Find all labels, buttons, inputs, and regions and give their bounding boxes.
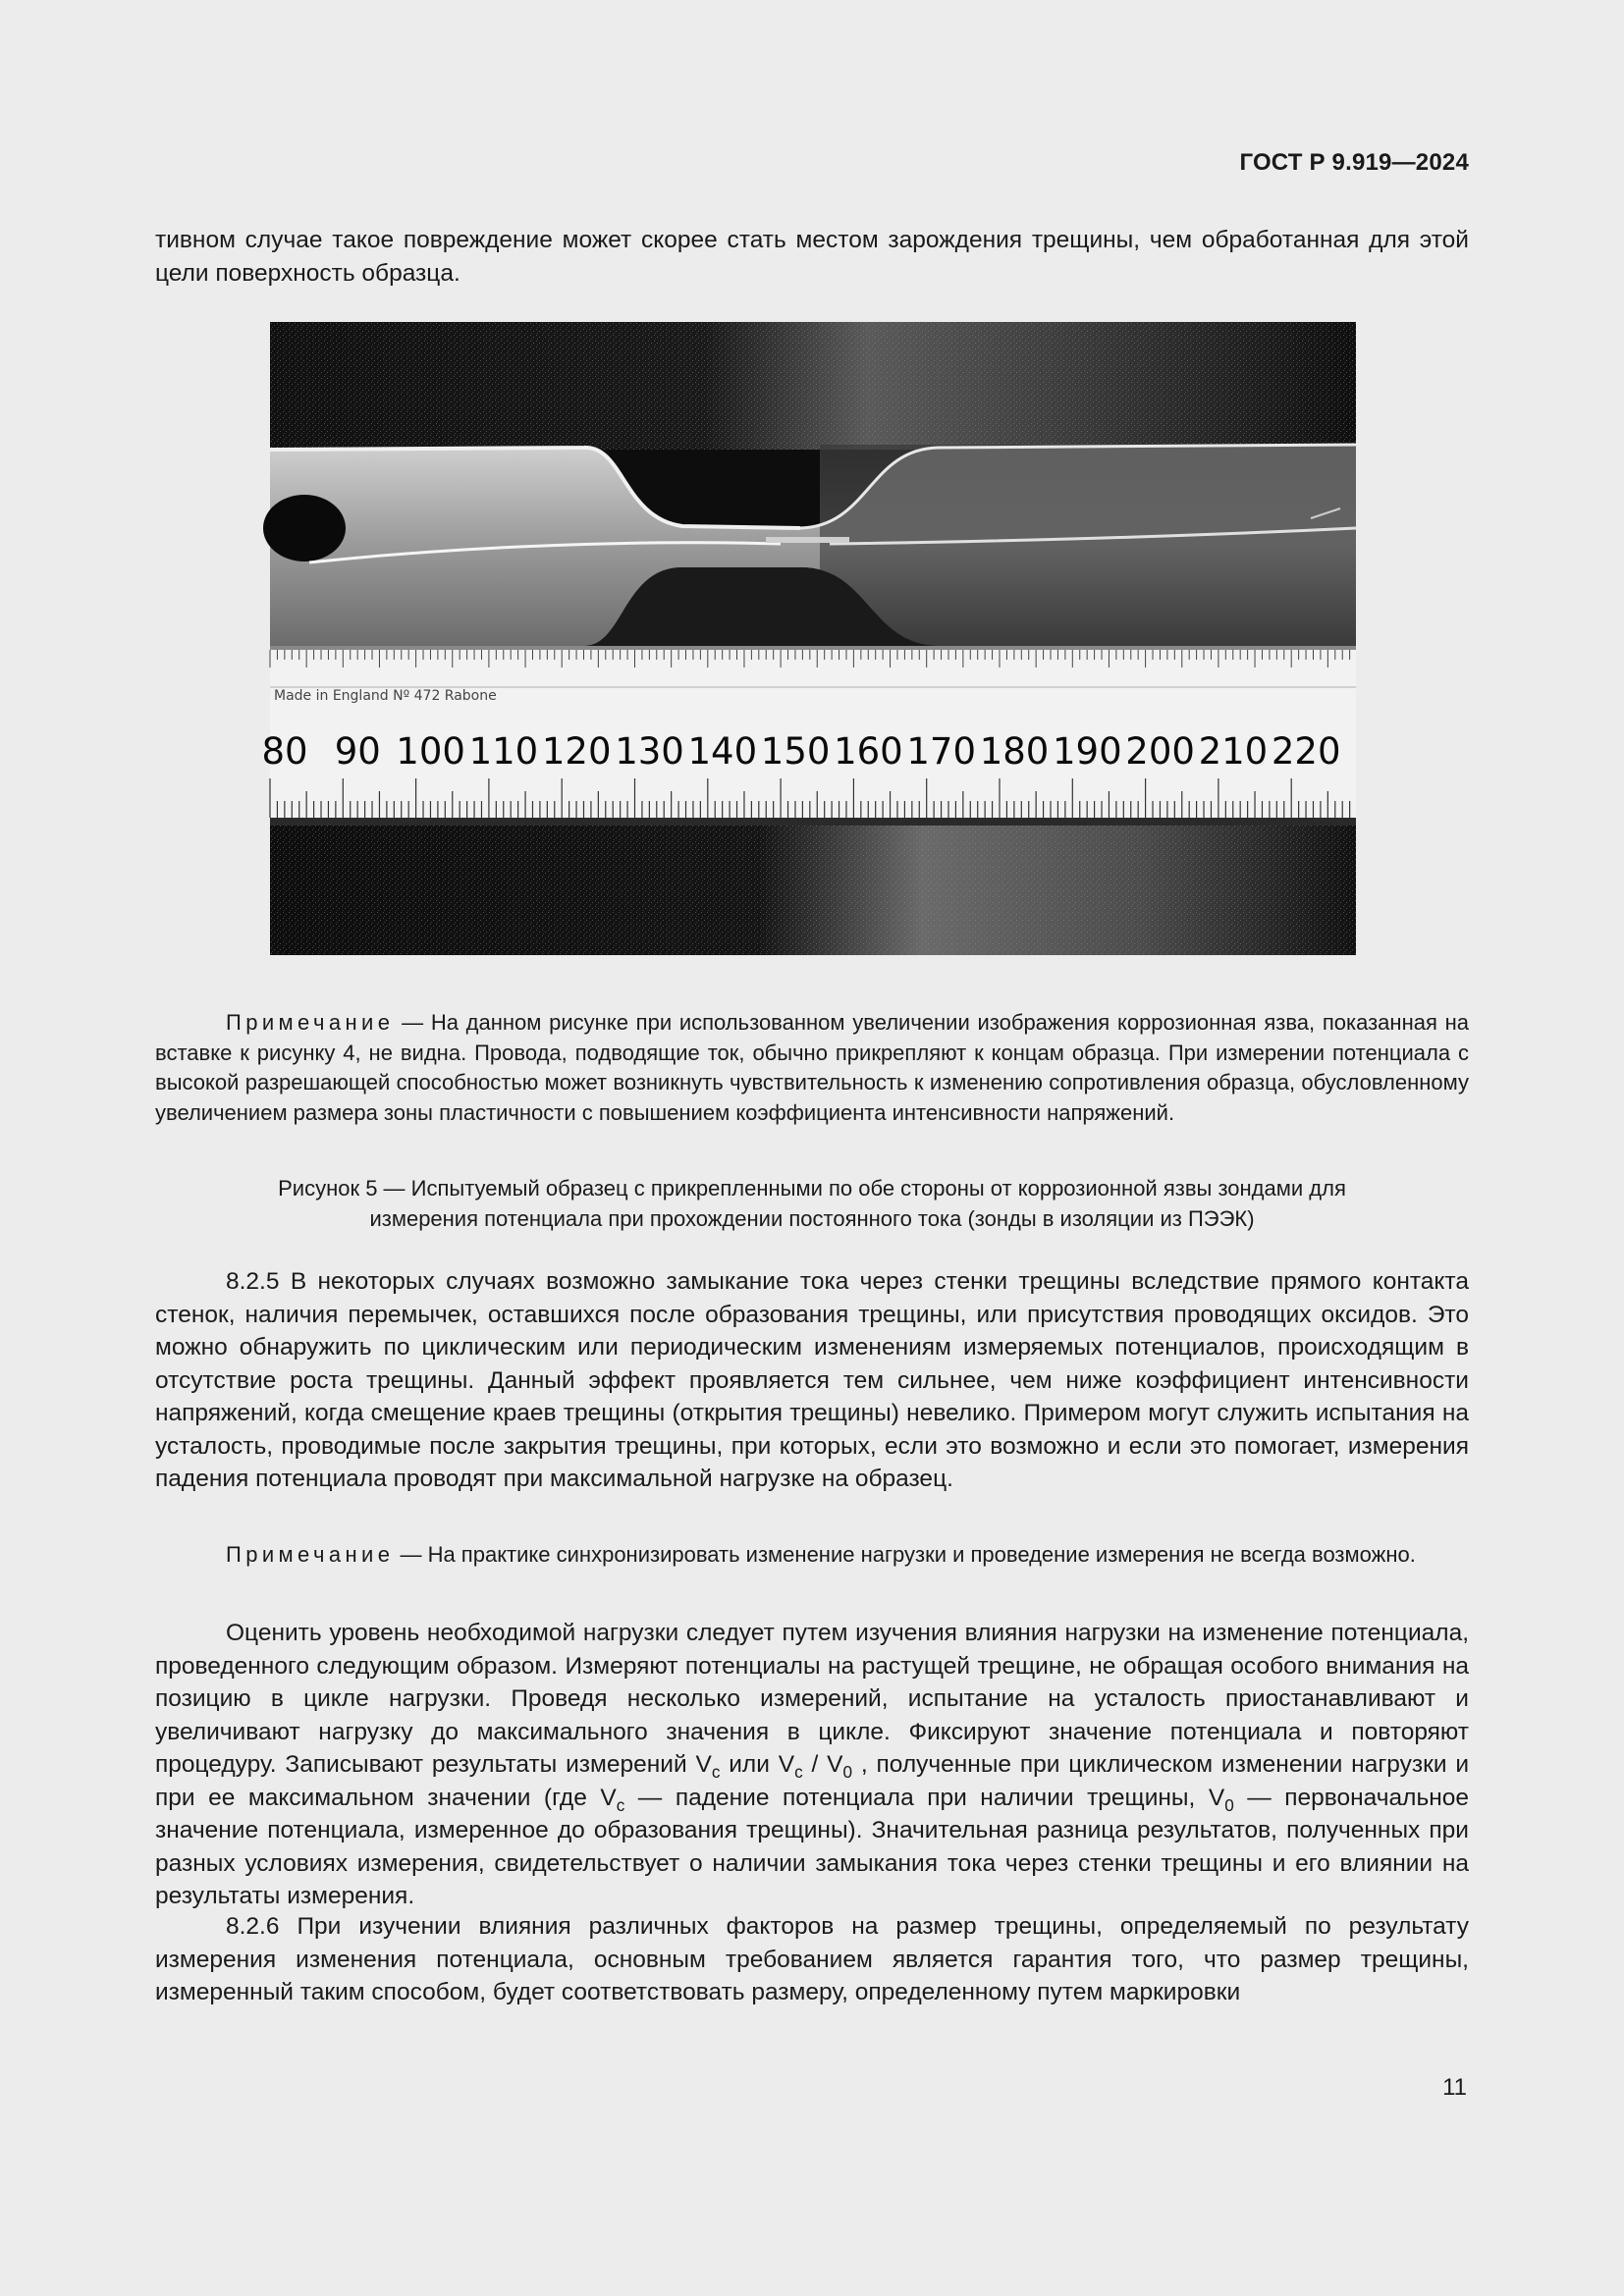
ruler-number: 220: [1271, 730, 1341, 773]
symbol-v: V: [827, 1751, 843, 1778]
symbol-v: V: [1208, 1784, 1225, 1811]
subscript-0: 0: [842, 1762, 853, 1782]
load-text-slash: /: [802, 1751, 828, 1778]
note-2-text: — На практике синхронизировать изменение нагрузки и проведение измерения не всегда возможно.: [394, 1542, 1416, 1567]
subscript-c: c: [616, 1794, 625, 1815]
caption-line-1: Рисунок 5 — Испытуемый образец с прикрепленными по обе стороны от коррозионной язвы зондами для: [278, 1176, 1346, 1201]
page-number: 11: [1442, 2074, 1467, 2101]
ruler-number: 170: [906, 730, 977, 773]
note-label: Примечание: [226, 1010, 395, 1035]
caption-line-2: измерения потенциала при прохождении постоянного тока (зонды в изоляции из ПЭЭК): [369, 1205, 1255, 1231]
load-text-4: — первоначальное значение потенциала, измеренное до образования трещины). Значительная разница результатов, полученных при разных условиях измерения, свидетельствует о наличии замыкания тока через стенки трещины и его влиянии на результаты измерения.: [155, 1784, 1470, 1909]
ruler-maker-text: Made in England Nº 472 Rabone: [274, 688, 497, 704]
load-text-or: или: [720, 1751, 779, 1778]
ruler-number: 210: [1198, 730, 1269, 773]
document-header: ГОСТ Р 9.919—2024: [1239, 149, 1469, 176]
ruler-number: 110: [468, 730, 539, 773]
note-2: [155, 1540, 1469, 1571]
figure-caption: [155, 1174, 1469, 1234]
ruler-number: 160: [834, 730, 903, 773]
ruler-number: 120: [541, 730, 612, 773]
ruler-number: 140: [687, 730, 758, 773]
subscript-0: 0: [1224, 1794, 1234, 1815]
ruler-number: 150: [760, 730, 831, 773]
section-8-2-5: 8.2.5 В некоторых случаях возможно замыкание тока через стенки трещины вследствие прямого контакта стенок, наличия перемычек, оставшихся после образования трещины, или присутствия проводящих оксидов. Это можно обнаружить по циклическим или периодическим изменениям измеряемых потенциалов, происходящим в отсутствие роста трещины. Данный эффект проявляется тем сильнее, чем ниже коэффициент интенсивности напряжений, когда смещение краев трещины (открытия трещины) невелико. Примером могут служить испытания на усталость, проводимые после закрытия трещины, при которых, если это возможно и если это помогает, измерения падения потенциала проводят при максимальной нагрузке на образец.: [155, 1268, 1469, 1492]
ruler-number: 130: [615, 730, 684, 773]
ruler-number: 200: [1125, 730, 1195, 773]
ruler-number: 190: [1052, 730, 1122, 773]
specimen-photo: [261, 322, 1356, 955]
ruler-number: 90: [334, 730, 381, 773]
ruler-number: 100: [396, 730, 465, 773]
load-text-3: — падение потенциала при наличии трещины,: [624, 1784, 1209, 1811]
section-8-2-6: 8.2.6 При изучении влияния различных факторов на размер трещины, определяемый по результату измерения изменения потенциала, основным требованием является гарантия того, что размер трещины, измеренный таким способом, будет соответствовать размеру, определенному путем маркировки: [155, 1913, 1469, 2005]
note-text: — На данном рисунке при использованном увеличении изображения коррозионная язва, показанная на вставке к рисунку 4, не видна. Провода, подводящие ток, обычно прикрепляют к концам образца. При измерении потенциала с высокой разрешающей способностью может возникнуть чувствительность к изменению сопротивления образца, обусловленному увеличением размера зоны пластичности с повышением коэффициента интенсивности напряжений.: [155, 1010, 1469, 1125]
figure-note: [155, 1008, 1469, 1128]
paragraph-load: [155, 1617, 1469, 1913]
load-text-1: Оценить уровень необходимой нагрузки следует путем изучения влияния нагрузки на изменение потенциала, проведенного следующим образом. Измеряют потенциалы на растущей трещине, не обращая особого внимания на позицию в цикле нагрузки. Проведя несколько измерений, испытание на усталость приостанавливают и увеличивают нагрузку до максимального значения в цикле. Фиксируют значение потенциала и повторяют процедуру. Записывают результаты измерений: [155, 1620, 1469, 1778]
subscript-c: c: [794, 1762, 803, 1782]
intro-paragraph: тивном случае такое повреждение может скорее стать местом зарождения трещины, чем обработанная для этой цели поверхность образца.: [155, 227, 1469, 287]
symbol-v: V: [778, 1751, 795, 1778]
symbol-v: V: [600, 1784, 617, 1811]
load-text-2: , полученные при циклическом изменении нагрузки и при ее максимальном значении (где: [155, 1751, 1470, 1811]
note-2-label: Примечание: [226, 1542, 395, 1567]
ruler-number: 80: [261, 730, 308, 773]
subscript-c: c: [711, 1762, 721, 1782]
ruler-number: 180: [979, 730, 1050, 773]
specimen-photo-graphic: [261, 322, 1356, 955]
symbol-v: V: [695, 1751, 712, 1778]
